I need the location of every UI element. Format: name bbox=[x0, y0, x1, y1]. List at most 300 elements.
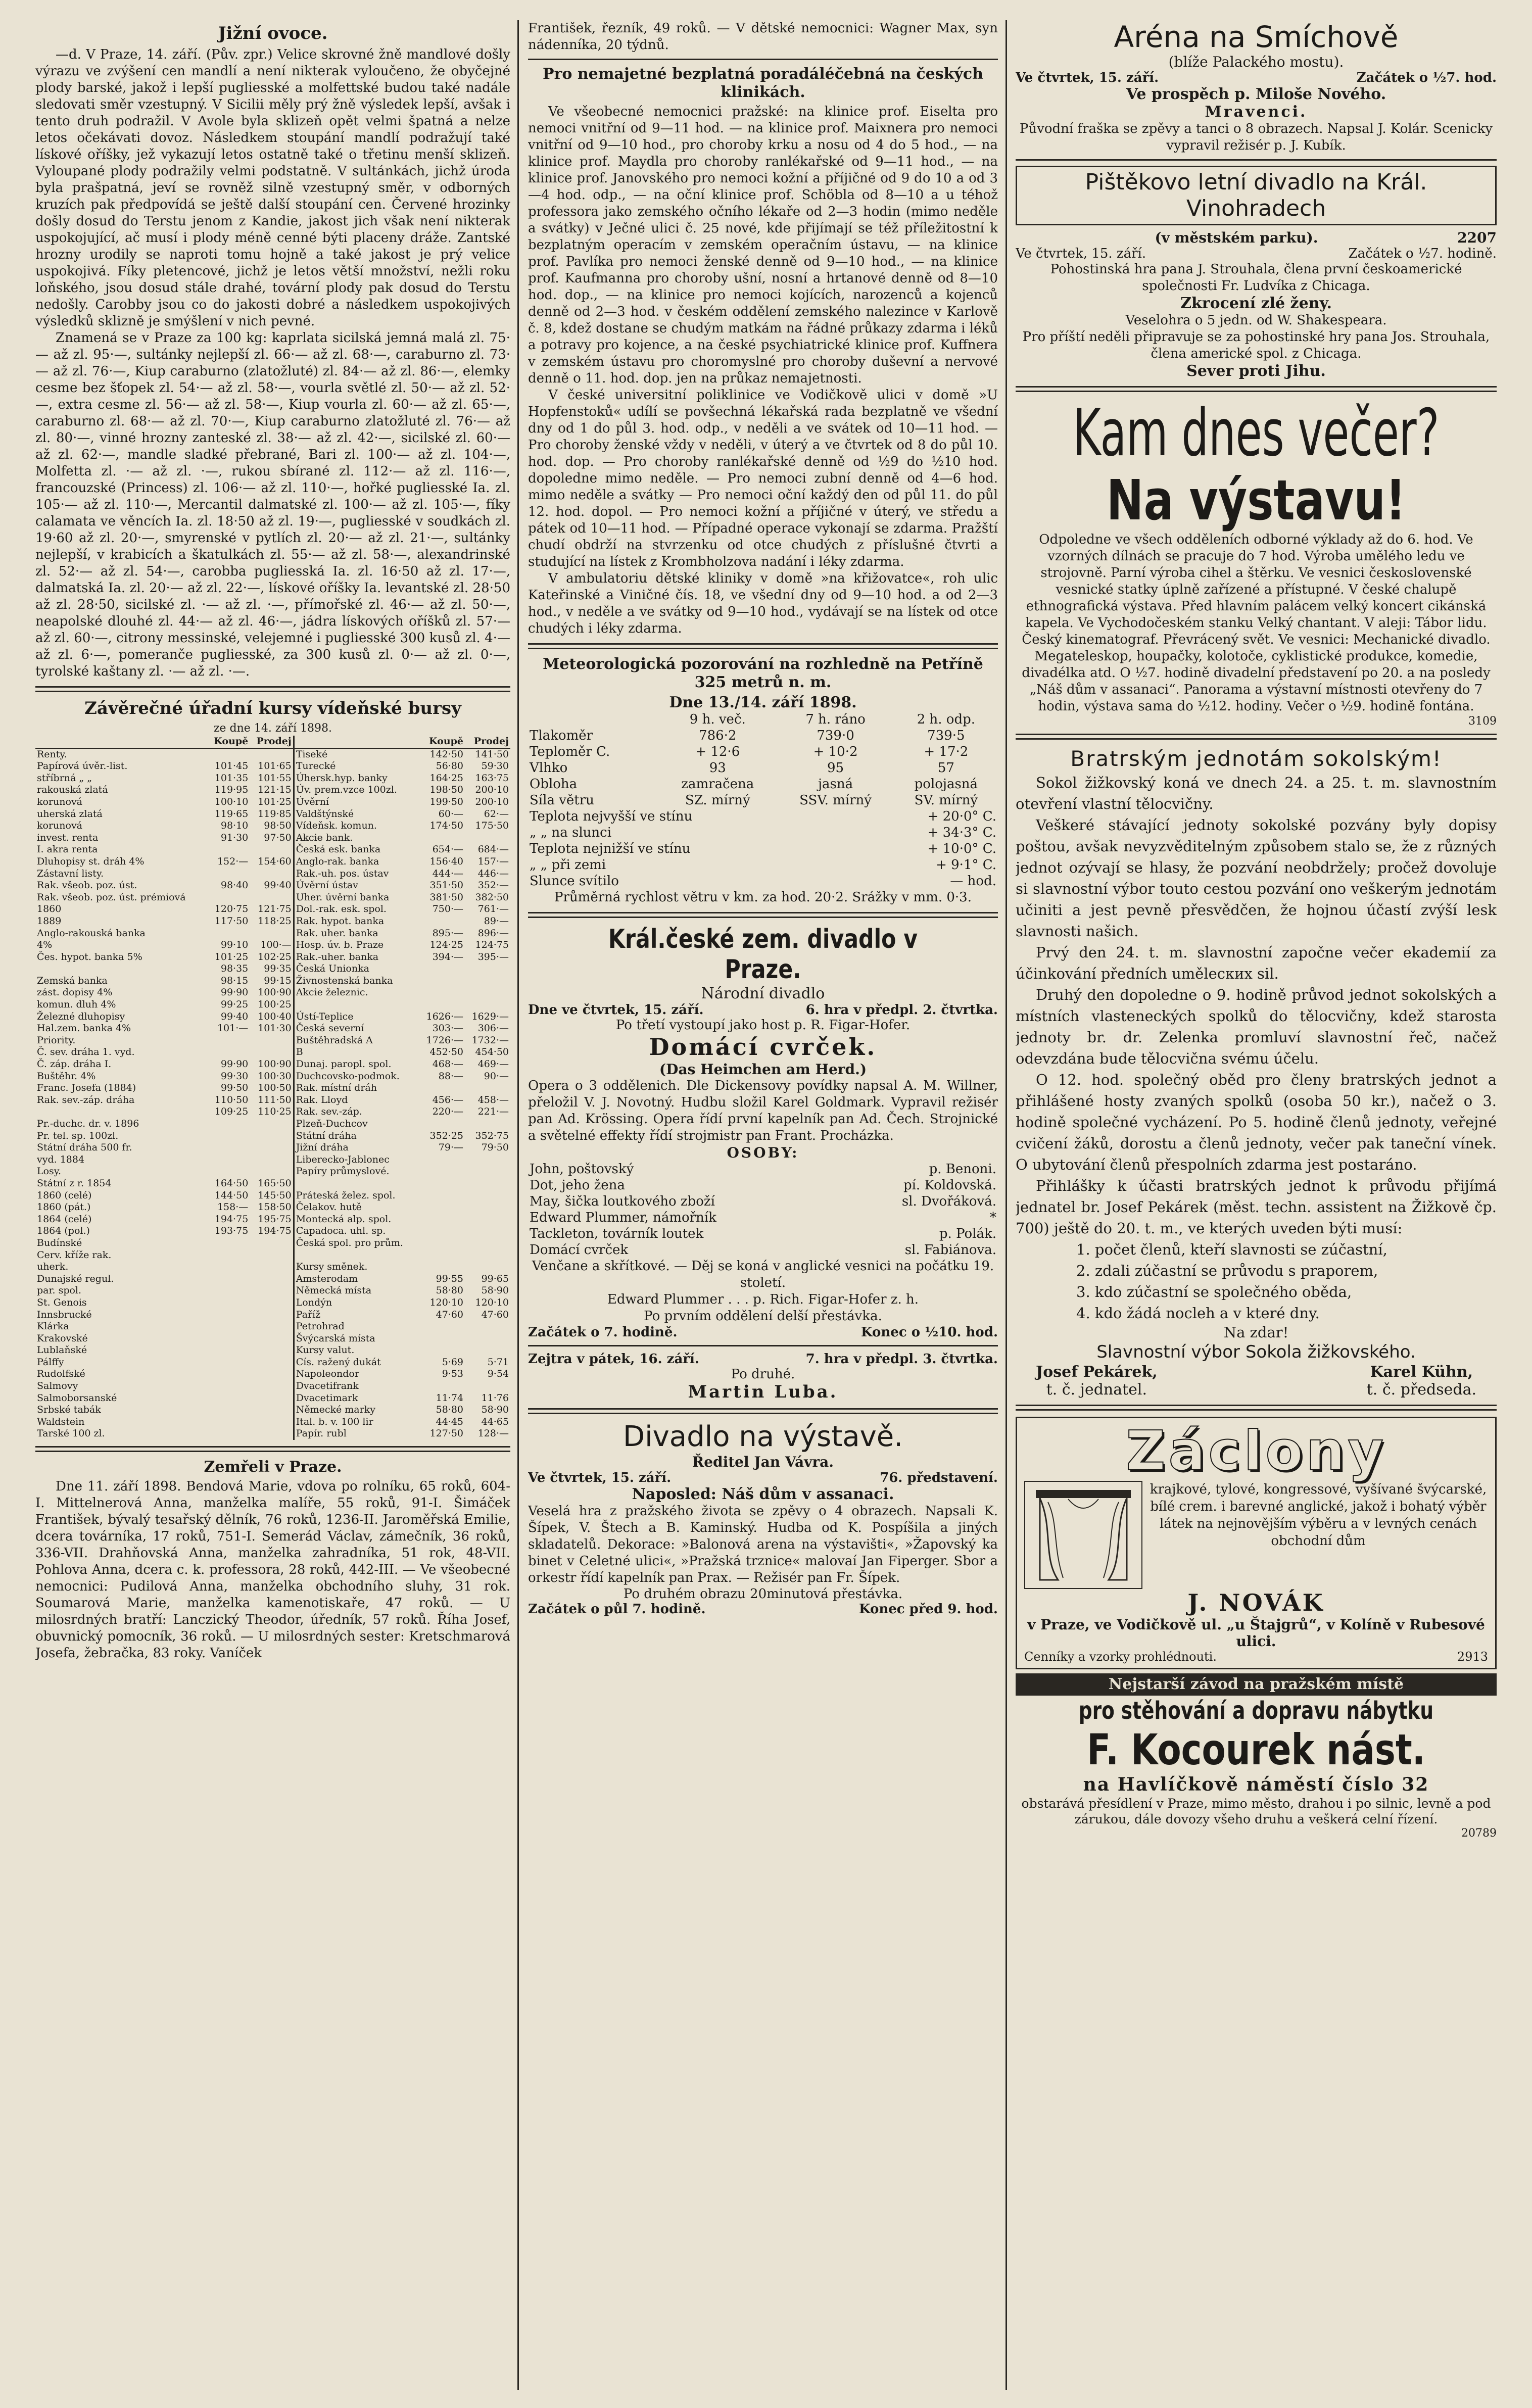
price-cell: 98·40 bbox=[220, 880, 249, 891]
price-cell: 145·50 bbox=[258, 1189, 292, 1201]
pistek-description: Veselohra o 5 jedn. od W. Shakespeara. bbox=[1125, 313, 1387, 328]
bourse-row bbox=[35, 1118, 510, 1130]
bourse-row bbox=[35, 1416, 510, 1428]
article-body: —d. V Praze, 14. září. (Pův. zpr.) Velice skrovné žně mandlové došly výrazu ve zvýšení cen mandlí a není nikterak vyloučeno, že obyčejné plody barské, jakož i lepší pugliesské a molfettské budou také nadále sledovati směr vzestupný. V Sicilii měly prý žně výsledek lepší, avšak i tento druh podražil. V Avole byla sklizeň opět velmi špatná a nelze letos očekávati dovoz. Následkem stoupání mandlí podražují také lískové oříšky, jež vykazují letos ostatně také o třetinu menší sklizeň. Vyloupané plody podražily velmi podstatně. V sultánkách, jichž úroda byla prašpatná, jeví se rovněž silně vzestupný směr, v odborných kruzích pak předpovídá se ještě další stoupání cen. Červené hrozinky došly dosud do Terstu jenom z Kandie, jakost jich však není nikterak uspokojující, ač musí i plody méně cenné býti placeny dráže. Zantské hrozny urodily se naproti tomu hojně a také jakost je prý velice uspokojivá. Fíky pletencové, jichž je letos větší množství, nežli roku loňského, jsou dosud stále drahé, tovární plody pak dosud do Terstu nedošly. Carobby jsou co do jakosti dobré a následkem uspokojivých výsledků sklizně je smýšlení v nich pevné. bbox=[35, 47, 510, 329]
signature-role: t. č. jednatel. bbox=[1046, 1381, 1147, 1399]
price-cell: 165·50 bbox=[258, 1177, 292, 1189]
security-name: stříbrná „ „ bbox=[37, 772, 92, 784]
price-cell bbox=[250, 1344, 294, 1357]
meteo-date: Dne 13./14. září 1898. bbox=[669, 694, 857, 711]
pistek-date-row bbox=[1016, 246, 1497, 261]
meteo-label: Obloha bbox=[530, 777, 578, 792]
price-cell: 454·50 bbox=[475, 1046, 509, 1058]
security-name: Cerv. kříže rak. bbox=[37, 1249, 112, 1261]
security-name: Plzeň-Duchcov bbox=[294, 1118, 419, 1130]
price-cell: 221·— bbox=[477, 1106, 509, 1118]
price-cell: 102·25 bbox=[258, 951, 292, 962]
price-cell bbox=[207, 1046, 250, 1058]
price-cell: 684·— bbox=[477, 844, 509, 855]
price-cell: 199·50 bbox=[429, 796, 464, 807]
exhibition-theatre-end: Konec před 9. hod. bbox=[858, 1602, 998, 1617]
meteo-value: + 10·2 bbox=[813, 744, 858, 759]
security-name: Lublaňské bbox=[37, 1344, 87, 1356]
list-item: 3. kdo zúčastní se společného oběda, bbox=[1076, 1283, 1352, 1301]
price-cell: 101·25 bbox=[214, 951, 249, 962]
clinic-body: Ve všeobecné nemocnici pražské: na klinice prof. Eiselta pro nemoci vnitřní od 9—11 hod. — na klinice prof. Maixnera pro nemoci vnitřní od 9—10 hod., pro choroby krku a nosu od 4 do 5 hod., — na klinice prof. Maydla pro choroby ranlékařské od 9—11 hod., — na klinice prof. Janovského pro nemoci kožní a příjičné od 9 do 10 a od 3—4 hod. odp., — na oční klinice prof. Schöbla od 8—10 a u téhož professora jako zemského očního lékaře od 2—3 hodin (mimo neděle a svátky) v Ječné ulici č. 25 nové, kde přijímají se též příležitostní k bezplatným operacím v zemském operačním ústavu, — na klinice prof. Pavlíka pro nemoci ženské denně od 9—10 hod., — na klinice prof. Kaufmanna pro choroby ušní, nosní a hrtanové denně od 8—10 hod. dop., — na klinice pro nemoci kojících, narozenců a kojenců denně od 2—3 hod. v českém oddělení zemského nalezince v Karlově č. 8, kdež dostane se chudým matkám na řádné průkazy zdarma i léků a potravy pro kojence, a na české psychiatrické klinice prof. Kuffnera v zemském ústavu pro choromyslné pro choroby duševní a nervové denně o 11. hod. dop. jen na průkaz nemajetnosti. bbox=[528, 104, 998, 386]
meteo-extreme-row bbox=[528, 808, 998, 825]
price-cell: 99·40 bbox=[220, 1010, 249, 1022]
clinic-title: Pro nemajetné bezplatná poradáléčebná na českých klinikách. bbox=[543, 65, 983, 101]
price-cell: 99·15 bbox=[264, 975, 292, 986]
security-name: Innsbrucké bbox=[37, 1309, 92, 1320]
price-cell: 99·40 bbox=[264, 880, 292, 891]
price-cell bbox=[465, 1118, 510, 1130]
price-cell: 100·90 bbox=[258, 987, 292, 998]
arena-date: Ve čtvrtek, 15. září. bbox=[1016, 70, 1159, 85]
bourse-row bbox=[35, 1190, 510, 1202]
price-cell: 89·— bbox=[484, 915, 509, 927]
price-cell bbox=[207, 844, 250, 856]
security-name: par. spol. bbox=[37, 1285, 82, 1296]
novak-address: v Praze, ve Vodičkově ul. „u Štajgrů“, v Kolíně v Rubesové ulici. bbox=[1027, 1616, 1485, 1650]
security-name: Pálffy bbox=[37, 1356, 64, 1368]
price-cell: 58·90 bbox=[481, 1285, 509, 1296]
security-name: Čes. hypot. banka 5% bbox=[37, 951, 142, 962]
sokol-paragraph: Prvý den 24. t. m. slavnostní započne večer ekademií za účinkování předních umělecких sil. bbox=[1016, 944, 1497, 982]
price-cell: 395·— bbox=[477, 951, 509, 962]
security-name: Rudolfské bbox=[37, 1368, 85, 1380]
performer-name: p. Polák. bbox=[939, 1226, 996, 1241]
performer-name: sl. Dvořáková. bbox=[901, 1194, 996, 1209]
meteo-title: Meteorologická pozorování na rozhledně na Petříně 325 metrů n. m. bbox=[543, 655, 983, 691]
price-cell bbox=[207, 1118, 250, 1130]
price-cell bbox=[465, 1380, 510, 1392]
price-cell: 98·10 bbox=[220, 820, 249, 832]
security-name: Londýn bbox=[294, 1297, 419, 1309]
security-name: komun. dluh 4% bbox=[37, 999, 116, 1010]
meteo-label: Teploměr C. bbox=[530, 744, 610, 759]
price-cell: 91·30 bbox=[220, 832, 249, 843]
signature-name: Karel Kühn, bbox=[1370, 1363, 1473, 1381]
divider bbox=[528, 59, 998, 60]
bourse-row bbox=[35, 820, 510, 832]
price-cell bbox=[419, 999, 465, 1011]
price-cell: 101·55 bbox=[258, 772, 292, 784]
bourse-row bbox=[35, 939, 510, 951]
bourse-row bbox=[35, 1392, 510, 1405]
price-cell bbox=[465, 1321, 510, 1333]
security-name: invest. renta bbox=[37, 832, 99, 843]
price-cell: 1732·— bbox=[471, 1034, 509, 1046]
price-cell: 1629·— bbox=[471, 1010, 509, 1022]
security-name: Zemská banka bbox=[37, 975, 108, 986]
bourse-row bbox=[35, 1321, 510, 1333]
price-cell bbox=[419, 916, 465, 928]
security-name: Rak. všeob. poz. úst. bbox=[37, 880, 137, 891]
security-name: Živnostenská banka bbox=[294, 975, 419, 987]
signature-role: t. č. předseda. bbox=[1366, 1381, 1476, 1399]
security-name: Vídeňsk. komun. bbox=[294, 820, 419, 832]
bourse-header bbox=[35, 736, 510, 748]
security-name: Priority. bbox=[37, 1034, 76, 1046]
price-cell: 100·— bbox=[260, 939, 292, 951]
column-3 bbox=[1016, 20, 1497, 2390]
price-cell bbox=[465, 1225, 510, 1237]
bourse-table bbox=[35, 736, 510, 1440]
price-cell bbox=[465, 1154, 510, 1166]
bourse-row bbox=[35, 1344, 510, 1357]
price-cell: 895·— bbox=[432, 927, 464, 939]
security-name: Švýcarská místa bbox=[294, 1333, 419, 1345]
meteo-value: SV. mírný bbox=[914, 793, 978, 808]
bourse-row bbox=[35, 880, 510, 892]
arena-time: Začátek o ½7. hod. bbox=[1356, 70, 1497, 85]
price-cell bbox=[419, 1166, 465, 1178]
price-cell bbox=[250, 1297, 294, 1309]
exhibition-theatre-play: Naposled: Náš dům v assanaci. bbox=[632, 1485, 894, 1503]
arena-date-row bbox=[1016, 70, 1497, 85]
bourse-row bbox=[35, 796, 510, 808]
cast-row bbox=[528, 1161, 998, 1177]
novak-footer: Cenníky a vzorky prohlédnouti. bbox=[1024, 1650, 1217, 1664]
theatre-start: Začátek o 7. hodině. bbox=[528, 1325, 678, 1340]
security-name: 1864 (celé) bbox=[37, 1213, 92, 1225]
price-cell: 101·25 bbox=[258, 796, 292, 807]
kocourek-address: na Havlíčkově náměstí číslo 32 bbox=[1083, 1774, 1429, 1795]
price-cell: 157·— bbox=[477, 855, 509, 867]
price-cell bbox=[207, 1166, 250, 1178]
performer-name: p. Benoni. bbox=[929, 1162, 996, 1177]
price-cell: 117·50 bbox=[214, 915, 249, 927]
price-cell: 119·95 bbox=[214, 784, 249, 796]
meteo-value: + 20·0° C. bbox=[927, 809, 996, 824]
meteo-label: Vlhko bbox=[530, 760, 568, 776]
price-cell: 101·— bbox=[217, 1023, 249, 1034]
bourse-row bbox=[35, 916, 510, 928]
price-cell bbox=[250, 1404, 294, 1416]
bourse-row bbox=[35, 1214, 510, 1226]
arena-title: Aréna na Smíchově bbox=[1114, 20, 1399, 54]
role-name: May, šička loutkového zboží bbox=[530, 1194, 715, 1209]
bourse-row bbox=[35, 1249, 510, 1262]
price-cell: 58·80 bbox=[436, 1404, 464, 1416]
security-name: 1860 (pát.) bbox=[37, 1201, 91, 1213]
price-cell: 47·60 bbox=[436, 1309, 464, 1320]
price-cell bbox=[465, 1082, 510, 1094]
security-name: Papírová úvěr.-list. bbox=[37, 760, 128, 772]
price-cell bbox=[419, 1333, 465, 1345]
theatre-note: Venčane a skřítkové. — Děj se koná v anglické vesnici na počátku 19. století. bbox=[532, 1259, 994, 1290]
security-name: 1860 (celé) bbox=[37, 1189, 92, 1201]
security-name: Buštěhradská A bbox=[294, 1035, 419, 1047]
price-cell: 750·— bbox=[432, 903, 464, 915]
security-name: Rak.-uher. banka bbox=[294, 951, 419, 964]
security-name: Č. záp. dráha I. bbox=[37, 1058, 112, 1070]
price-cell: 352·25 bbox=[429, 1130, 464, 1141]
price-cell bbox=[419, 1344, 465, 1357]
price-cell bbox=[250, 1428, 294, 1440]
meteo-row bbox=[528, 792, 998, 808]
price-cell bbox=[207, 1416, 250, 1428]
meteo-row bbox=[528, 728, 998, 744]
price-cell bbox=[207, 1249, 250, 1262]
meteo-value: + 17·2 bbox=[924, 744, 969, 759]
security-name: Pr. tel. sp. 100zl. bbox=[37, 1130, 119, 1141]
security-name: Petrohrad bbox=[294, 1321, 419, 1333]
price-cell bbox=[419, 1321, 465, 1333]
price-cell bbox=[250, 1046, 294, 1058]
price-cell bbox=[207, 1428, 250, 1440]
price-cell bbox=[465, 975, 510, 987]
price-cell: 100·50 bbox=[258, 1082, 292, 1094]
price-cell: 124·25 bbox=[429, 939, 464, 951]
security-name: rakouská zlatá bbox=[37, 784, 108, 796]
price-cell bbox=[250, 928, 294, 940]
cast-row bbox=[528, 1210, 998, 1226]
price-cell bbox=[250, 1357, 294, 1369]
price-cell bbox=[250, 1130, 294, 1142]
price-cell: 58·90 bbox=[481, 1404, 509, 1416]
price-cell: 79·50 bbox=[481, 1142, 509, 1153]
exhibition-theatre-pause: Po druhém obrazu 20minutová přestávka. bbox=[623, 1586, 903, 1602]
sokol-paragraph: O 12. hod. společný oběd pro členy bratrských jednot a přihlášené hosty zvaných spolků (osoba 50 kr.), načež o 3. hodině společné vycházení. Po 5. hodině členů jednoty, veřejné cvičení žáků, dorostu a členů jednoty, večer pak taneční vínek. O ubytování členů přespolních zdarma jest postaráno. bbox=[1016, 1071, 1497, 1173]
security-name: Napoleondor bbox=[294, 1368, 419, 1380]
divider bbox=[1016, 386, 1497, 392]
price-cell: 352·— bbox=[477, 880, 509, 891]
tomorrow-rank: 7. hra v předpl. 3. čtvrtka. bbox=[805, 1352, 998, 1367]
price-cell: 156·40 bbox=[429, 855, 464, 867]
bourse-row bbox=[35, 1178, 510, 1190]
bourse-row bbox=[35, 987, 510, 999]
bourse-row bbox=[35, 999, 510, 1011]
price-cell: 97·50 bbox=[264, 832, 292, 843]
price-cell: 119·65 bbox=[214, 808, 249, 820]
price-cell bbox=[419, 1380, 465, 1392]
security-name: Úhersk.hyp. banky bbox=[294, 773, 419, 785]
security-name: Krakovské bbox=[37, 1332, 88, 1344]
price-cell bbox=[207, 1142, 250, 1154]
price-cell: 9·53 bbox=[442, 1368, 464, 1380]
price-cell: 99·35 bbox=[264, 963, 292, 975]
theatre-edward: Edward Plummer . . . p. Rich. Figar-Hofer z. h. bbox=[607, 1292, 919, 1307]
column-rule bbox=[517, 20, 519, 2390]
price-cell: 5·71 bbox=[487, 1356, 509, 1368]
security-name: Č. sev. dráha 1. vyd. bbox=[37, 1046, 135, 1058]
bourse-row bbox=[35, 1261, 510, 1273]
deaths-continued: František, řezník, 49 roků. — V dětské nemocnici: Wagner Max, syn nádenníka, 20 týdnů. bbox=[528, 21, 998, 53]
theatre-pause: Po prvním oddělení delší přestávka. bbox=[644, 1309, 882, 1324]
meteo-value: 95 bbox=[827, 760, 844, 776]
pistek-play: Zkrocení zlé ženy. bbox=[1180, 295, 1332, 312]
price-cell bbox=[250, 1321, 294, 1333]
divider bbox=[35, 1446, 510, 1452]
price-cell: 446·— bbox=[477, 868, 509, 879]
column-header: Prodej bbox=[465, 736, 510, 748]
exhibition-theatre-title: Divadlo na výstavě. bbox=[623, 1420, 903, 1453]
security-name: Úvěrní ústav bbox=[294, 880, 419, 892]
bourse-row bbox=[35, 1023, 510, 1035]
security-name: Rak. uher. banka bbox=[294, 928, 419, 940]
price-cell: 101·45 bbox=[214, 760, 249, 772]
sokol-greeting: Na zdar! bbox=[1223, 1324, 1289, 1341]
security-name: Anglo-rakouská banka bbox=[37, 927, 146, 939]
bourse-row bbox=[35, 832, 510, 844]
novak-footer-row bbox=[1024, 1650, 1488, 1664]
price-cell bbox=[207, 1035, 250, 1047]
price-cell bbox=[207, 1261, 250, 1273]
security-name: Rak. sev.-záp. bbox=[294, 1106, 419, 1118]
cast-row bbox=[528, 1226, 998, 1242]
pistek-next-play: Sever proti Jihu. bbox=[1186, 362, 1326, 380]
sokol-list bbox=[1016, 1239, 1497, 1324]
kocourek-description: obstarává přesídlení v Praze, mimo město, drahou i po silnic, levně a pod zárukou, dále dovozy všeho druhu a veškerá celní řízení. bbox=[1021, 1796, 1491, 1826]
price-cell: 109·25 bbox=[214, 1106, 249, 1118]
cast-row bbox=[528, 1242, 998, 1258]
arena-play: Mravenci. bbox=[1205, 103, 1308, 121]
divider bbox=[528, 643, 998, 649]
security-name bbox=[294, 999, 419, 1011]
bourse-row bbox=[35, 844, 510, 856]
price-cell bbox=[419, 1237, 465, 1249]
security-name bbox=[35, 963, 207, 975]
role-name: Tackleton, továrník loutek bbox=[530, 1226, 704, 1241]
pistek-subtitle: (v městském parku). bbox=[1155, 229, 1318, 246]
price-cell: 98·50 bbox=[264, 820, 292, 832]
bourse-row bbox=[35, 903, 510, 916]
price-cell: 90·— bbox=[484, 1070, 509, 1082]
meteo-value: polojasná bbox=[914, 777, 978, 792]
kocourek-number: 20789 bbox=[1461, 1827, 1497, 1840]
price-cell bbox=[207, 1297, 250, 1309]
novak-description: krajkové, tylové, kongressové, vyšívané švýcarské, bílé crem. i barevné anglické, jakož i bohatý výběr látek na nejnovějším výběru a v levných cenách obchodní dům bbox=[1150, 1482, 1487, 1549]
theatre-guest: Po třetí vystoupí jako host p. R. Figar-Hofer. bbox=[615, 1018, 911, 1033]
price-cell: 141·50 bbox=[475, 748, 509, 760]
meteo-row bbox=[528, 760, 998, 776]
meteo-value: 786·2 bbox=[699, 728, 737, 743]
theatre-play: Domácí cvrček. bbox=[649, 1033, 877, 1061]
price-cell: 164·25 bbox=[429, 772, 464, 784]
bourse-row bbox=[35, 808, 510, 821]
price-cell: 118·25 bbox=[258, 915, 292, 927]
novak-name: J. NOVÁK bbox=[1187, 1589, 1325, 1616]
price-cell: 121·75 bbox=[258, 903, 292, 915]
bourse-row bbox=[35, 1357, 510, 1369]
security-name: Česká esk. banka bbox=[294, 844, 419, 856]
price-cell: 11·74 bbox=[436, 1392, 464, 1404]
price-cell: 469·— bbox=[477, 1058, 509, 1070]
price-cell: 128·— bbox=[477, 1428, 509, 1439]
novak-ad-row bbox=[1024, 1481, 1488, 1589]
price-cell bbox=[465, 1249, 510, 1262]
price-cell bbox=[207, 1392, 250, 1405]
novak-number: 2913 bbox=[1457, 1650, 1488, 1664]
security-name: Duchcovsko-podmok. bbox=[294, 1071, 419, 1083]
security-name: Čelakov. hutě bbox=[294, 1201, 419, 1214]
security-name: Akcie železnic. bbox=[294, 987, 419, 999]
sokol-paragraph: Sokol žižkovský koná ve dnech 24. a 25. t. m. slavnostním otevření vlastní tělocvičny. bbox=[1016, 774, 1497, 812]
price-cell: 154·60 bbox=[258, 855, 292, 867]
security-name: Rak.-uh. pos. ústav bbox=[294, 868, 419, 880]
security-name: Česká spol. pro prům. bbox=[294, 1237, 419, 1249]
bourse-row bbox=[35, 1094, 510, 1106]
price-cell bbox=[250, 1333, 294, 1345]
price-cell: 1626·— bbox=[426, 1010, 464, 1022]
price-cell: 100·30 bbox=[258, 1070, 292, 1082]
security-name: Franc. Josefa (1884) bbox=[37, 1082, 136, 1094]
bourse-row bbox=[35, 1154, 510, 1166]
meteo-value: + 10·0° C. bbox=[927, 841, 996, 856]
meteo-value: 57 bbox=[937, 760, 954, 776]
price-cell: 110·25 bbox=[258, 1106, 292, 1118]
newspaper-page bbox=[35, 20, 1497, 2390]
price-cell: 303·— bbox=[432, 1023, 464, 1034]
bourse-row bbox=[35, 928, 510, 940]
exhibition-theatre-number: 76. představení. bbox=[880, 1470, 998, 1485]
security-name: Anglo-rak. banka bbox=[294, 856, 419, 868]
security-name: Buštěhr. 4% bbox=[37, 1070, 96, 1082]
price-cell bbox=[207, 1130, 250, 1142]
price-cell bbox=[419, 1154, 465, 1166]
column-1 bbox=[35, 20, 510, 2390]
price-cell bbox=[465, 1201, 510, 1214]
price-cell bbox=[250, 1273, 294, 1285]
signature-secretary bbox=[1036, 1363, 1158, 1399]
meteo-value: SSV. mírný bbox=[799, 793, 872, 808]
role-name: Dot, jeho žena bbox=[530, 1178, 625, 1193]
security-name bbox=[294, 1249, 419, 1262]
price-cell bbox=[250, 868, 294, 880]
price-cell: 99·30 bbox=[220, 1070, 249, 1082]
price-cell: 458·— bbox=[477, 1094, 509, 1105]
security-name: Cís. ražený dukát bbox=[294, 1357, 419, 1369]
price-cell bbox=[250, 1309, 294, 1321]
security-name: Dluhopisy st. dráh 4% bbox=[37, 855, 145, 867]
security-name: Paříž bbox=[294, 1309, 419, 1321]
pistek-sub-row bbox=[1016, 229, 1497, 246]
price-cell bbox=[419, 987, 465, 999]
bourse-row bbox=[35, 1106, 510, 1118]
price-cell: 896·— bbox=[477, 927, 509, 939]
price-cell: 158·— bbox=[217, 1201, 249, 1213]
bourse-row bbox=[35, 1082, 510, 1094]
price-cell bbox=[250, 1154, 294, 1166]
price-cell bbox=[465, 1190, 510, 1202]
price-cell bbox=[207, 748, 250, 761]
deaths-body: Dne 11. září 1898. Bendová Marie, vdova po rolníku, 65 roků, 604-I. Mittelnerová Anna, manželka malíře, 55 roků, 91-I. Šimáček František, bývalý tesařský dělník, 76 roků, 1236-II. Jaroměřská Emilie, dcera továrníka, 17 roků, 751-I. Semerád Václav, zámečník, 36 roků, 336-VII. Drahňovská Anna, manželka zahradníka, 51 rok, 48-VII. Pohlova Anna, dcera c. k. professora, 28 roků, 442-III. — Ve všeobecné nemocnici: Pudilová Anna, manželka obchodního sluhy, 31 rok. Soumarová Marie, manželka kamenotiskaře, 47 roků. — U milosrdných bratří: Lanczický Theodor, úředník, 57 roků. Říha Josef, obuvnický pomocník, 36 roků. — U milosrdných sester: Kretschmarová Josefa, žebračka, 83 roky. Vaníček bbox=[35, 1479, 510, 1661]
meteo-label: Teplota nejnižší ve stínu bbox=[530, 841, 691, 856]
price-cell: 98·35 bbox=[220, 963, 249, 975]
exhibition-theatre-start: Začátek o půl 7. hodině. bbox=[528, 1602, 706, 1617]
theatre-times bbox=[528, 1325, 998, 1340]
security-name: Jižní dráha bbox=[294, 1142, 419, 1154]
price-cell bbox=[465, 1333, 510, 1345]
bourse-row bbox=[35, 868, 510, 880]
security-name: 1864 (pol.) bbox=[37, 1225, 90, 1237]
list-item: 4. kdo žádá nocleh a v které dny. bbox=[1076, 1305, 1320, 1322]
price-cell: 352·75 bbox=[475, 1130, 509, 1141]
security-name: Klárka bbox=[37, 1321, 69, 1332]
meteo-footer: Průměrná rychlost větru v km. za hod. 20·2. Srážky v mm. 0·3. bbox=[554, 890, 972, 905]
exhibition-program: Odpoledne ve všech odděleních odborné výklady až do 6. hod. Ve vzorných dílnách se pracuje do 7 hod. Výroba umělého ledu ve strojovně. Parní výroba cihel a štěrku. Ve vesnici československé vesnické statky úplně zařízené a přístupné. V české chalupě ethnografická výstava. Před hlavním palácem velký koncert cikánská kapela. Ve Vychodočeském stanku Velký chantant. V aleji: Tábor lidu. Český kinematograf. Převrácený svět. Ve vesnici: Mechanické divadlo. Megateleskop, houpačky, kolotoče, cyklistické produkce, komedie, divadélka atd. O ½7. hodině divadelní představení po 20. a na posledy „Náš dům v assanaci“. Panorama a výstavní místnosti otevřeny do 7 hodin, výstava sama do ½12. hodiny. Večer o ½9. hodině fontána. bbox=[1022, 532, 1491, 714]
signature-name: Josef Pekárek, bbox=[1036, 1363, 1158, 1381]
security-name: Renty. bbox=[37, 748, 67, 760]
meteo-value: zamračena bbox=[681, 777, 754, 792]
column-rule bbox=[1006, 20, 1007, 2390]
bourse-row bbox=[35, 760, 510, 773]
price-cell: 100·90 bbox=[258, 1058, 292, 1070]
price-cell: 100·10 bbox=[214, 796, 249, 807]
tomorrow-pre: Po druhé. bbox=[731, 1367, 795, 1382]
